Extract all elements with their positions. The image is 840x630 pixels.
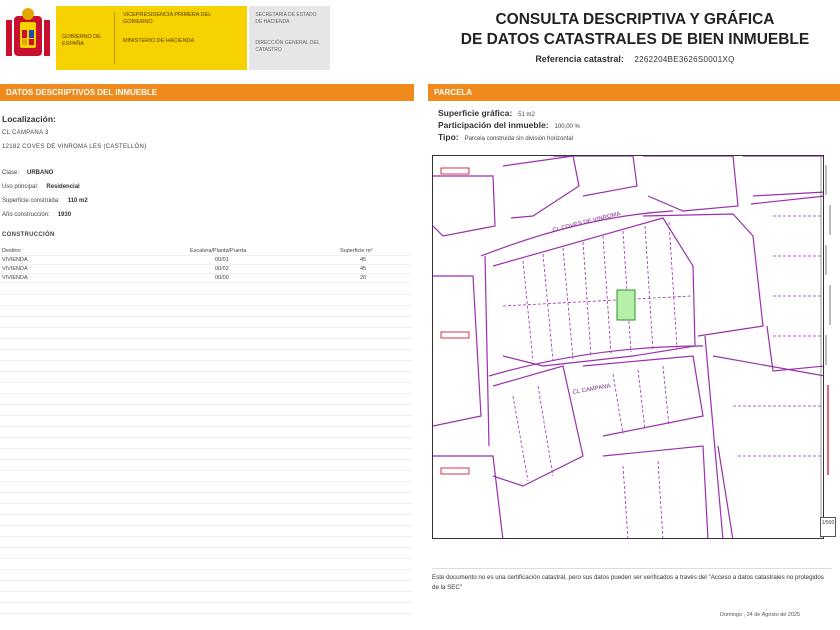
uso-label: Uso principal:: [2, 184, 39, 190]
location-line-1: CL CAMPANA 3: [2, 130, 49, 136]
uso-value: Residencial: [46, 184, 80, 190]
descriptive-data-panel: [0, 104, 412, 624]
cell-superficie: 20: [360, 275, 367, 281]
construccion-title: CONSTRUCCIÓN: [2, 232, 55, 238]
reference-row: [440, 54, 830, 64]
ruled-line: [0, 306, 412, 317]
table-row: [0, 265, 412, 274]
ruled-line: [0, 493, 412, 504]
disclaimer-note: Este documento no es una certificación catastral, pero sus datos pueden ser verificados a través del "Acceso a datos catastrales no protegidos de la SEC": [432, 568, 832, 593]
superficie-value: 110 m2: [67, 198, 88, 204]
cell-destino: VIVIENDA: [2, 266, 28, 272]
participation-label: Participación del inmueble:: [438, 120, 549, 130]
ruled-line: [0, 592, 412, 603]
document-title: [440, 10, 830, 64]
grey-line-2: DIRECCIÓN GENERAL DEL CATASTRO: [255, 40, 320, 53]
gov-ministry-2: MINISTERIO DE HACIENDA: [123, 38, 195, 44]
street-label-1: CL COVES DE VINROMA: [552, 211, 622, 234]
ruled-line: [0, 317, 412, 328]
title-line-1: CONSULTA DESCRIPTIVA Y GRÁFICA: [495, 11, 775, 28]
section-header-parcela: PARCELA: [428, 84, 840, 101]
participation-value: 100,00 %: [554, 124, 580, 130]
cell-planta: 00/01: [215, 257, 229, 263]
ruled-line: [0, 372, 412, 383]
cadastral-map-drawing: [433, 156, 824, 539]
superficie-row: [2, 198, 88, 204]
consult-date: Domingo , 24 de Agosto de 2025: [720, 612, 801, 618]
ruled-line: [0, 570, 412, 581]
ref-label: Referencia catastral:: [535, 54, 624, 64]
col-planta: Escalera/Planta/Puerta: [190, 248, 247, 254]
clase-value: URBANO: [27, 170, 54, 176]
cell-planta: 00/02: [215, 266, 229, 272]
grey-line-1: SECRETARÍA DE ESTADO DE HACIENDA: [255, 12, 317, 25]
cell-superficie: 45: [360, 266, 367, 272]
scale-indicator: 1/500: [820, 517, 836, 537]
ruled-line: [0, 339, 412, 350]
ruled-line: [0, 295, 412, 306]
ruled-line: [0, 537, 412, 548]
ruled-line: [0, 416, 412, 427]
ruled-line: [0, 394, 412, 405]
ruled-line: [0, 284, 412, 295]
ruled-line: [0, 438, 412, 449]
tipo-value: Parcela construida sin división horizontal: [464, 136, 574, 142]
ruled-line: [0, 427, 412, 438]
ruled-line: [0, 603, 412, 614]
tipo-row: [438, 132, 838, 144]
ruled-lines: [0, 284, 412, 614]
clase-label: Clase:: [2, 170, 20, 176]
cell-superficie: 45: [360, 257, 367, 263]
street-label-2: CL CAMPANA: [572, 383, 612, 396]
construction-table: [0, 247, 412, 283]
parcel-surface-value: 51 m2: [518, 112, 535, 118]
government-header: [0, 6, 330, 74]
ruled-line: [0, 383, 412, 394]
anio-label: Año construcción:: [2, 212, 50, 218]
ruled-line: [0, 460, 412, 471]
parcel-surface-label: Superficie gráfica:: [438, 108, 513, 118]
ruled-line: [0, 504, 412, 515]
ruled-line: [0, 471, 412, 482]
government-logo-block: [56, 6, 247, 70]
ruled-line: [0, 559, 412, 570]
anio-value: 1930: [57, 212, 72, 218]
cadastral-map[interactable]: [432, 155, 824, 539]
ruled-line: [0, 350, 412, 361]
selected-parcel: [617, 290, 635, 320]
clase-row: [2, 170, 53, 176]
ruled-line: [0, 482, 412, 493]
ruled-line: [0, 361, 412, 372]
table-header-row: [0, 247, 412, 256]
cell-destino: VIVIENDA: [2, 275, 28, 281]
catastro-logo-block: [249, 6, 330, 70]
ref-value: 2262204BE3626S0001XQ: [634, 55, 735, 64]
superficie-label: Superficie construida:: [2, 198, 60, 204]
tipo-label: Tipo:: [438, 132, 459, 142]
cell-planta: 00/00: [215, 275, 229, 281]
ruled-line: [0, 548, 412, 559]
location-line-2: 12182 COVES DE VINROMA LES (CASTELLÓN): [2, 144, 147, 150]
parcel-surface-row: [438, 108, 838, 120]
ruled-line: [0, 405, 412, 416]
ruled-line: [0, 581, 412, 592]
gov-ministry-1: VICEPRESIDENCIA PRIMERA DEL GOBIERNO: [123, 12, 212, 25]
anio-row: [2, 212, 71, 218]
cell-destino: VIVIENDA: [2, 257, 28, 263]
table-row: [0, 256, 412, 265]
uso-row: [2, 184, 80, 190]
ruled-line: [0, 526, 412, 537]
table-row: [0, 274, 412, 283]
location-label: Localización:: [2, 114, 56, 124]
participation-row: [438, 120, 838, 132]
map-legend: [818, 155, 838, 539]
ruled-line: [0, 449, 412, 460]
gov-name: GOBIERNO DE ESPAÑA: [62, 34, 101, 47]
col-destino: Destino: [2, 248, 21, 254]
ruled-line: [0, 328, 412, 339]
ruled-line: [0, 515, 412, 526]
coat-of-arms-icon: [0, 6, 56, 70]
col-superficie: Superficie m²: [340, 248, 373, 254]
section-header-datos: DATOS DESCRIPTIVOS DEL INMUEBLE: [0, 84, 414, 101]
title-line-2: DE DATOS CATASTRALES DE BIEN INMUEBLE: [460, 31, 810, 48]
parcel-info: [438, 108, 838, 144]
